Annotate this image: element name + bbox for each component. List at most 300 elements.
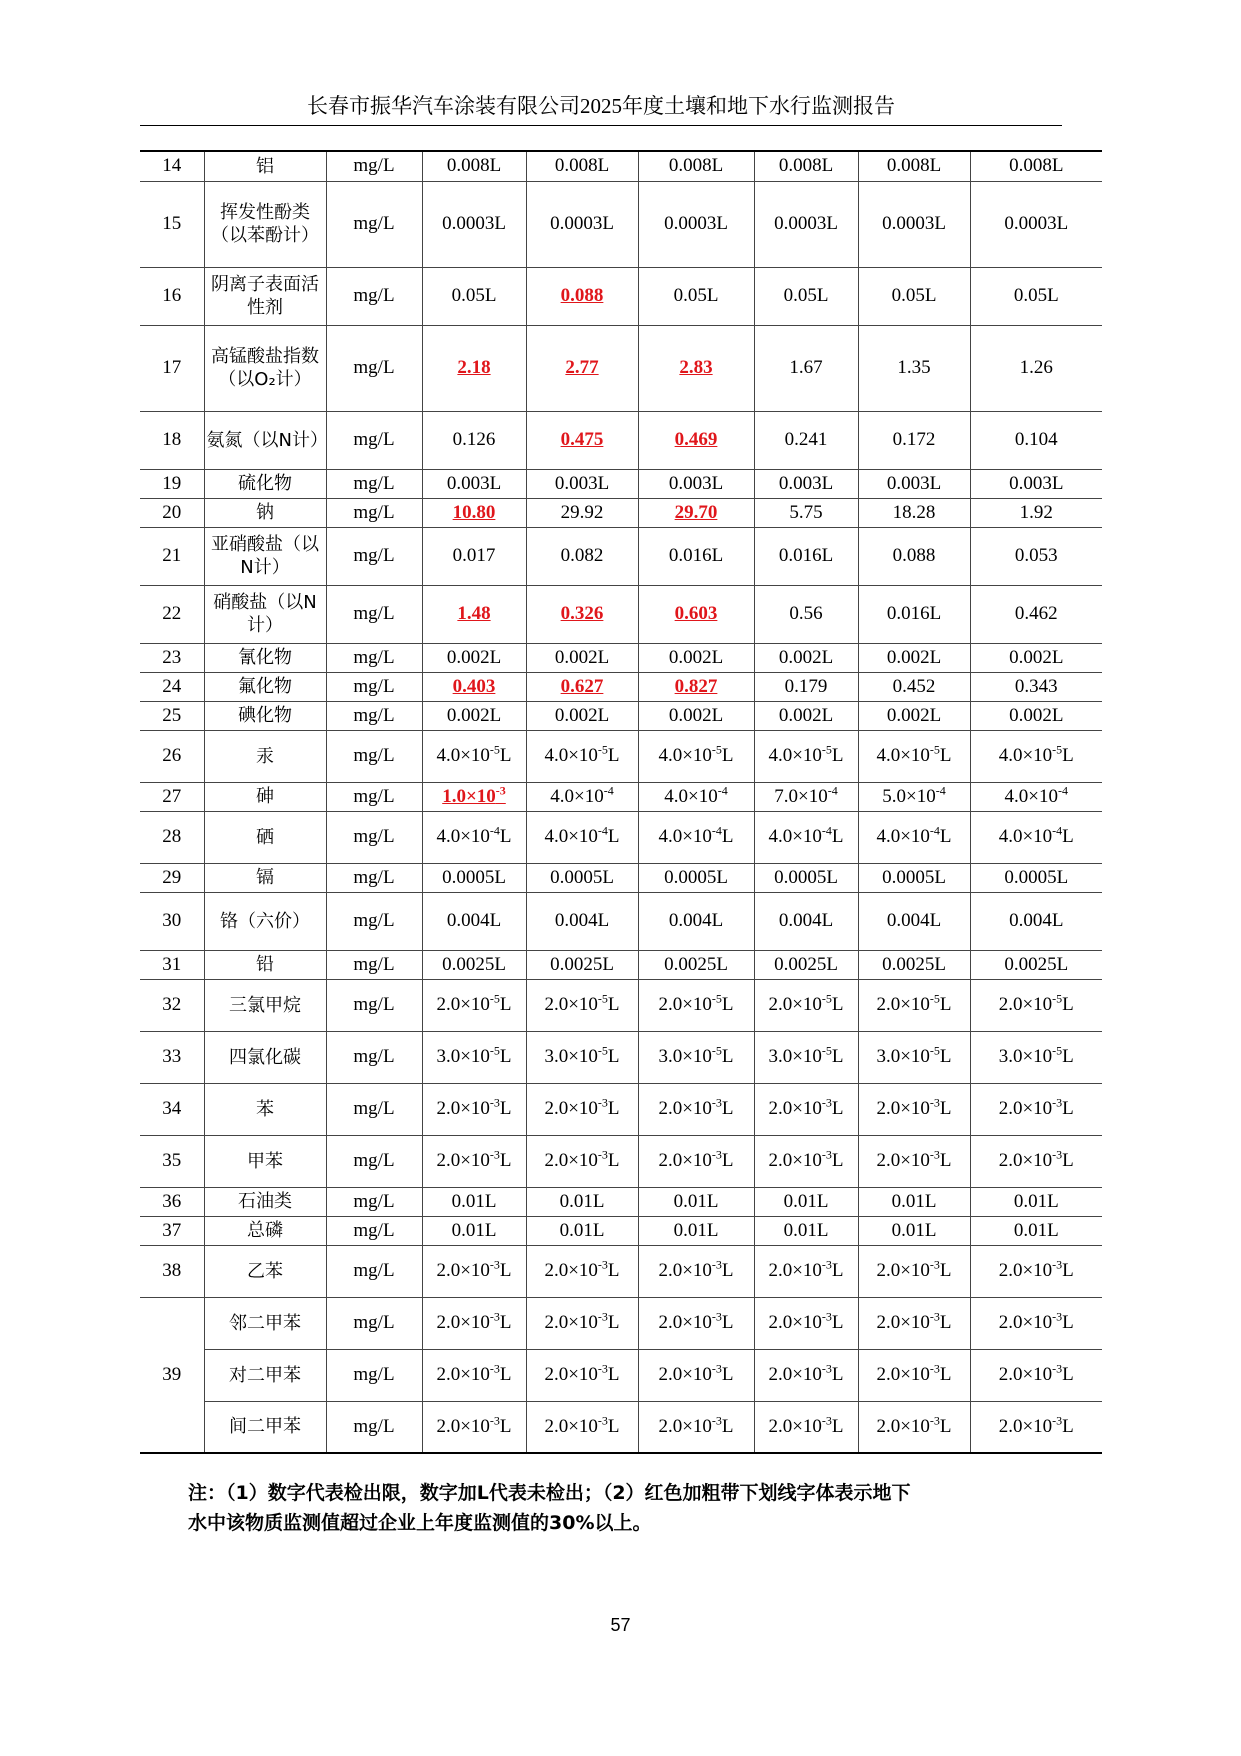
value-cell xyxy=(858,892,970,950)
value-suffix: L xyxy=(721,1046,734,1067)
value-exponent: -4 xyxy=(1052,823,1063,838)
row-number: 34 xyxy=(140,1083,204,1135)
value-base: 2.0×10 xyxy=(768,1312,822,1333)
value-cell xyxy=(638,1083,754,1135)
value-cell xyxy=(858,498,970,527)
value-exponent: -3 xyxy=(821,1257,832,1272)
value-cell xyxy=(858,950,970,979)
value: 0.003L xyxy=(886,472,942,494)
note-line-2: 水中该物质监测值超过企业上年度监测值的30%以上。 xyxy=(188,1512,652,1534)
value-base: 2.0×10 xyxy=(876,1098,930,1119)
value-exponent: -3 xyxy=(597,1147,608,1162)
value-cell xyxy=(422,1245,526,1297)
value xyxy=(998,1095,1074,1119)
substance-name: 镉 xyxy=(204,863,326,892)
value: 0.004L xyxy=(554,910,610,931)
value xyxy=(658,1043,734,1067)
value xyxy=(544,742,620,766)
value: 0.0005L xyxy=(882,866,946,888)
value-cell xyxy=(858,1245,970,1297)
value-cell xyxy=(422,1135,526,1187)
value-cell xyxy=(970,411,1102,469)
value-exponent: -4 xyxy=(597,823,608,838)
value xyxy=(998,1257,1074,1281)
table-row xyxy=(140,1187,1102,1216)
value-cell xyxy=(754,1245,858,1297)
substance-name: 邻二甲苯 xyxy=(204,1297,326,1349)
value-cell xyxy=(638,498,754,527)
value: 0.01L xyxy=(673,1219,719,1241)
value-cell xyxy=(422,325,526,411)
value: 0.002L xyxy=(1009,646,1064,668)
substance-name: 钠 xyxy=(204,498,326,527)
substance-name: 氟化物 xyxy=(204,672,326,701)
value-cell xyxy=(526,672,638,701)
value-cell xyxy=(422,585,526,643)
value-base: 2.0×10 xyxy=(876,1150,930,1171)
value-suffix: L xyxy=(939,1046,952,1067)
value-exponent: -3 xyxy=(711,1257,722,1272)
row-number: 31 xyxy=(140,950,204,979)
value-cell xyxy=(970,1245,1102,1297)
value-cell xyxy=(970,730,1102,782)
value: 0.343 xyxy=(1014,675,1058,697)
substance-name: 汞 xyxy=(204,730,326,782)
value xyxy=(658,1095,734,1119)
value-cell xyxy=(754,1216,858,1245)
value-suffix: L xyxy=(499,1098,512,1119)
value-exponent: -3 xyxy=(495,783,506,798)
value-cell xyxy=(638,863,754,892)
substance-name: 石油类 xyxy=(204,1187,326,1216)
value-cell xyxy=(754,151,858,181)
unit: mg/L xyxy=(326,527,422,585)
value-cell xyxy=(858,811,970,863)
value-exponent: -5 xyxy=(489,991,500,1006)
unit: mg/L xyxy=(326,782,422,811)
value xyxy=(436,991,512,1015)
value-cell xyxy=(754,1187,858,1216)
exceed-value: 2.18 xyxy=(457,357,491,378)
value-cell xyxy=(970,782,1102,811)
value-cell xyxy=(526,1349,638,1401)
value-suffix: L xyxy=(499,826,512,847)
value-exponent: -3 xyxy=(711,1413,722,1428)
value-cell xyxy=(526,701,638,730)
value-cell xyxy=(754,979,858,1031)
exceed-value: 0.326 xyxy=(560,603,604,624)
value-exponent: -3 xyxy=(489,1309,500,1324)
header-divider xyxy=(140,125,1062,126)
value-cell xyxy=(638,643,754,672)
value-cell xyxy=(970,151,1102,181)
value xyxy=(544,1413,620,1437)
value xyxy=(876,1361,952,1385)
substance-name: 苯 xyxy=(204,1083,326,1135)
table-row xyxy=(140,863,1102,892)
row-number: 30 xyxy=(140,892,204,950)
value-exponent: -4 xyxy=(1057,783,1068,798)
value-base: 4.0×10 xyxy=(436,826,490,847)
substance-name: 阴离子表面活性剂 xyxy=(204,267,326,325)
value-base: 2.0×10 xyxy=(436,1150,490,1171)
table-row xyxy=(140,979,1102,1031)
value-cell xyxy=(526,730,638,782)
value-base: 2.0×10 xyxy=(436,994,490,1015)
value: 0.462 xyxy=(1014,603,1058,624)
value: 0.0025L xyxy=(1004,953,1069,975)
value-cell xyxy=(526,181,638,267)
value-base: 2.0×10 xyxy=(876,1364,930,1385)
table-row xyxy=(140,811,1102,863)
value-base: 2.0×10 xyxy=(544,1364,598,1385)
value-suffix: L xyxy=(607,826,620,847)
value: 0.05L xyxy=(451,285,497,306)
value-base: 2.0×10 xyxy=(544,1260,598,1281)
value-cell xyxy=(754,730,858,782)
value: 0.241 xyxy=(784,429,828,450)
value: 0.179 xyxy=(784,675,828,697)
value: 0.0025L xyxy=(442,953,506,975)
value xyxy=(436,1095,512,1119)
value-cell xyxy=(526,585,638,643)
unit: mg/L xyxy=(326,1216,422,1245)
exceed-value: 2.77 xyxy=(565,357,599,378)
value-cell xyxy=(754,181,858,267)
value xyxy=(436,1257,512,1281)
value-base: 2.0×10 xyxy=(544,1415,598,1437)
value xyxy=(544,1095,620,1119)
value-suffix: L xyxy=(607,994,620,1015)
value xyxy=(882,783,946,807)
value-cell xyxy=(858,730,970,782)
value xyxy=(876,991,952,1015)
value-base: 2.0×10 xyxy=(768,1098,822,1119)
value-cell xyxy=(422,151,526,181)
value: 0.004L xyxy=(778,910,834,931)
value-base: 2.0×10 xyxy=(436,1364,490,1385)
value-cell xyxy=(422,411,526,469)
unit: mg/L xyxy=(326,1349,422,1401)
value: 0.003L xyxy=(554,472,610,494)
value-cell xyxy=(754,643,858,672)
value-base: 2.0×10 xyxy=(876,1415,930,1437)
value-exponent: -5 xyxy=(711,1043,722,1058)
value-cell xyxy=(526,1083,638,1135)
value-cell xyxy=(858,325,970,411)
value-cell xyxy=(422,1187,526,1216)
value-suffix: L xyxy=(1062,745,1074,766)
value: 0.0025L xyxy=(550,953,614,975)
row-number: 28 xyxy=(140,811,204,863)
table-row xyxy=(140,782,1102,811)
unit: mg/L xyxy=(326,1401,422,1453)
value-exponent: -3 xyxy=(597,1309,608,1324)
value xyxy=(436,1309,512,1333)
value-suffix: L xyxy=(939,1098,952,1119)
value xyxy=(658,742,734,766)
table-row xyxy=(140,701,1102,730)
value-suffix: L xyxy=(499,1046,512,1067)
value-cell xyxy=(638,411,754,469)
value xyxy=(544,823,620,847)
value-base: 2.0×10 xyxy=(998,1260,1053,1281)
value-suffix: L xyxy=(1062,994,1074,1015)
value-cell xyxy=(970,325,1102,411)
value: 0.003L xyxy=(1009,472,1064,494)
value-suffix: L xyxy=(607,1098,620,1119)
value xyxy=(998,823,1074,847)
substance-name: 亚硝酸盐（以N计） xyxy=(204,527,326,585)
value-base: 2.0×10 xyxy=(658,1415,712,1437)
value-cell xyxy=(526,498,638,527)
value-base: 2.0×10 xyxy=(658,1150,712,1171)
row-number: 19 xyxy=(140,469,204,498)
value-suffix: L xyxy=(939,1260,952,1281)
value-suffix: L xyxy=(607,745,620,766)
value: 0.0005L xyxy=(442,866,506,888)
value: 0.01L xyxy=(783,1190,829,1212)
value-base: 4.0×10 xyxy=(876,745,930,766)
row-number: 32 xyxy=(140,979,204,1031)
value-cell xyxy=(754,1349,858,1401)
row-number: 14 xyxy=(140,151,204,181)
value-base: 2.0×10 xyxy=(436,1415,490,1437)
table-row xyxy=(140,1297,1102,1349)
substance-name: 四氯化碳 xyxy=(204,1031,326,1083)
unit: mg/L xyxy=(326,151,422,181)
value-base: 2.0×10 xyxy=(876,1260,930,1281)
value xyxy=(768,1095,844,1119)
value-cell xyxy=(970,181,1102,267)
value-cell xyxy=(638,1297,754,1349)
exceed-value: 0.603 xyxy=(674,603,718,624)
value-cell xyxy=(422,1349,526,1401)
value: 0.008L xyxy=(446,155,502,177)
value-suffix: L xyxy=(607,1260,620,1281)
value-base: 4.0×10 xyxy=(550,785,604,807)
value-cell xyxy=(526,950,638,979)
value-suffix: L xyxy=(831,1364,844,1385)
value xyxy=(436,1043,512,1067)
value-base: 3.0×10 xyxy=(768,1046,822,1067)
value-cell xyxy=(638,1245,754,1297)
value-base: 2.0×10 xyxy=(768,1364,822,1385)
value-suffix: L xyxy=(607,1150,620,1171)
unit: mg/L xyxy=(326,979,422,1031)
unit: mg/L xyxy=(326,469,422,498)
value xyxy=(436,1147,512,1171)
value-suffix: L xyxy=(1062,1260,1074,1281)
value: 0.05L xyxy=(1013,285,1059,306)
value-exponent: -3 xyxy=(1052,1095,1063,1110)
value-cell xyxy=(638,701,754,730)
value-cell xyxy=(858,151,970,181)
value-exponent: -5 xyxy=(597,1043,608,1058)
value-exponent: -3 xyxy=(711,1095,722,1110)
value xyxy=(550,783,614,807)
value-exponent: -4 xyxy=(821,823,832,838)
value-exponent: -5 xyxy=(929,1043,940,1058)
value-cell xyxy=(526,892,638,950)
value xyxy=(998,1043,1074,1067)
value-suffix: L xyxy=(607,1312,620,1333)
value-exponent: -3 xyxy=(929,1361,940,1376)
value-exponent: -3 xyxy=(821,1095,832,1110)
value-cell xyxy=(970,950,1102,979)
value-cell xyxy=(638,469,754,498)
value-exponent: -3 xyxy=(597,1413,608,1428)
value-suffix: L xyxy=(721,1312,734,1333)
table-row xyxy=(140,730,1102,782)
value-cell xyxy=(638,1401,754,1453)
value-cell xyxy=(422,950,526,979)
value-cell xyxy=(858,1135,970,1187)
value: 0.01L xyxy=(783,1219,829,1241)
value: 0.003L xyxy=(446,472,502,494)
value-base: 2.0×10 xyxy=(768,1260,822,1281)
value-base: 2.0×10 xyxy=(998,1312,1053,1333)
value-suffix: L xyxy=(721,745,734,766)
value-base: 2.0×10 xyxy=(658,1364,712,1385)
value-exponent: -3 xyxy=(1052,1257,1063,1272)
value-base: 7.0×10 xyxy=(774,785,828,807)
value-exponent: -4 xyxy=(929,823,940,838)
value-cell xyxy=(970,863,1102,892)
value-exponent: -3 xyxy=(597,1257,608,1272)
value-suffix: L xyxy=(939,994,952,1015)
value-cell xyxy=(970,469,1102,498)
value-exponent: -5 xyxy=(711,742,722,757)
value-cell xyxy=(858,469,970,498)
value-suffix: L xyxy=(831,1312,844,1333)
value-cell xyxy=(422,701,526,730)
value-cell xyxy=(754,672,858,701)
value: 0.0003L xyxy=(774,213,838,234)
value-cell xyxy=(754,527,858,585)
value-suffix: L xyxy=(831,826,844,847)
value-cell xyxy=(754,1297,858,1349)
value-exponent: -5 xyxy=(597,742,608,757)
row-number: 29 xyxy=(140,863,204,892)
value-cell xyxy=(970,1349,1102,1401)
value-exponent: -3 xyxy=(821,1361,832,1376)
substance-name: 铬（六价） xyxy=(204,892,326,950)
value-base: 2.0×10 xyxy=(768,1150,822,1171)
row-number: 20 xyxy=(140,498,204,527)
value-cell xyxy=(754,1135,858,1187)
value xyxy=(1004,783,1068,807)
value: 0.016L xyxy=(778,545,834,566)
value: 0.002L xyxy=(778,646,834,668)
value-cell xyxy=(422,672,526,701)
value-cell xyxy=(422,643,526,672)
value-exponent: -5 xyxy=(489,1043,500,1058)
value-cell xyxy=(422,811,526,863)
value-cell xyxy=(754,1031,858,1083)
unit: mg/L xyxy=(326,1245,422,1297)
value: 0.008L xyxy=(554,155,610,177)
value-cell xyxy=(858,1349,970,1401)
value-cell xyxy=(970,1216,1102,1245)
value-cell xyxy=(526,643,638,672)
value-exponent: -3 xyxy=(1052,1147,1063,1162)
value xyxy=(998,742,1074,766)
value-cell xyxy=(970,979,1102,1031)
value: 0.002L xyxy=(886,646,942,668)
value-suffix: L xyxy=(831,1046,844,1067)
value-cell xyxy=(970,1401,1102,1453)
value: 18.28 xyxy=(892,501,936,523)
value-cell xyxy=(754,267,858,325)
row-number: 18 xyxy=(140,411,204,469)
value-base: 4.0×10 xyxy=(658,826,712,847)
row-number: 38 xyxy=(140,1245,204,1297)
exceed-value: 0.088 xyxy=(560,285,604,306)
value xyxy=(768,1309,844,1333)
value-base: 2.0×10 xyxy=(768,994,822,1015)
value-exponent: -5 xyxy=(1052,742,1063,757)
substance-name: 氰化物 xyxy=(204,643,326,672)
value-cell xyxy=(422,527,526,585)
substance-name: 总磷 xyxy=(204,1216,326,1245)
value-cell xyxy=(422,1083,526,1135)
value-base: 2.0×10 xyxy=(544,1150,598,1171)
substance-name: 乙苯 xyxy=(204,1245,326,1297)
unit: mg/L xyxy=(326,498,422,527)
value-suffix: L xyxy=(607,1364,620,1385)
exceed-value: 0.475 xyxy=(560,429,604,450)
unit: mg/L xyxy=(326,411,422,469)
value xyxy=(658,1147,734,1171)
value xyxy=(876,1147,952,1171)
value xyxy=(544,1257,620,1281)
value-suffix: L xyxy=(1062,1046,1074,1067)
value-cell xyxy=(526,411,638,469)
value xyxy=(544,1361,620,1385)
value-cell xyxy=(526,267,638,325)
value-cell xyxy=(638,1187,754,1216)
value: 0.05L xyxy=(891,285,937,306)
value-base: 1.0×10 xyxy=(442,785,496,807)
substance-name: 高锰酸盐指数（以O₂计） xyxy=(204,325,326,411)
value: 1.67 xyxy=(789,357,823,378)
value xyxy=(998,1361,1074,1385)
row-number: 15 xyxy=(140,181,204,267)
value-cell xyxy=(858,1216,970,1245)
value-cell xyxy=(754,498,858,527)
value: 0.0005L xyxy=(550,866,614,888)
value-base: 4.0×10 xyxy=(768,826,822,847)
value-suffix: L xyxy=(499,1260,512,1281)
value-cell xyxy=(754,782,858,811)
unit: mg/L xyxy=(326,1031,422,1083)
value-cell xyxy=(970,527,1102,585)
value-exponent: -3 xyxy=(929,1309,940,1324)
row-number: 17 xyxy=(140,325,204,411)
value-cell xyxy=(858,1031,970,1083)
exceed-value: 0.403 xyxy=(452,675,496,697)
value-suffix: L xyxy=(939,1312,952,1333)
value-exponent: -3 xyxy=(1052,1361,1063,1376)
value-cell xyxy=(858,267,970,325)
value-cell xyxy=(970,1297,1102,1349)
row-number: 39 xyxy=(140,1297,204,1453)
value-exponent: -5 xyxy=(821,991,832,1006)
value: 0.016L xyxy=(886,603,942,624)
value-suffix: L xyxy=(939,1364,952,1385)
value-base: 3.0×10 xyxy=(998,1046,1053,1067)
